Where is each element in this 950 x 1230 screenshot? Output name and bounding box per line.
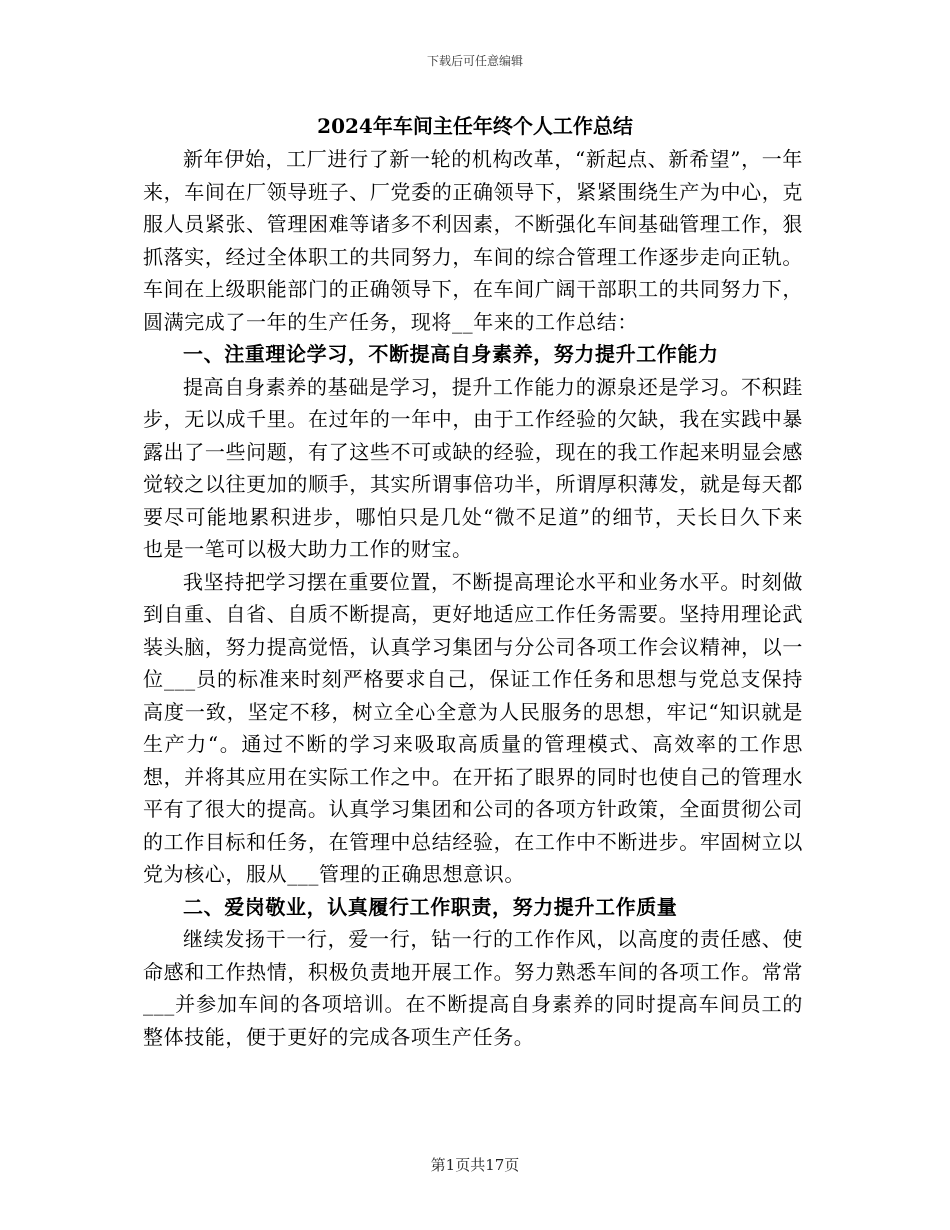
document-title: 2024年车间主任年终个人工作总结 <box>317 114 633 138</box>
section-2-paragraph-1: 继续发扬干一行，爱一行，钻一行的工作作风，以高度的责任感、使命感和工作热情，积极负责地开展工作。努力熟悉车间的各项工作。常常___并参加车间的各项培训。在不断提高自身素养的同时提高车间员工的整体技能，便于更好的完成各项生产任务。 <box>143 927 803 1049</box>
section-2-heading: 二、爱岗敬业，认真履行工作职责，努力提升工作质量 <box>183 894 678 919</box>
document-body <box>143 143 803 1053</box>
section-1-paragraph-2: 我坚持把学习摆在重要位置，不断提高理论水平和业务水平。时刻做到自重、自省、自质不断提高，更好地适应工作任务需要。坚持用理论武装头脑，努力提高觉悟，认真学习集团与分公司各项工作会议精神，以一位___员的标准来时刻严格要求自己，保证工作任务和思想与党总支保持高度一致，坚定不移，树立全心全意为人民服务的思想，牢记“知识就是生产力“。通过不断的学习来吸取高质量的管理模式、高效率的工作思想，并将其应用在实际工作之中。在开拓了眼界的同时也使自己的管理水平有了很大的提高。认真学习集团和公司的各项方针政策，全面贯彻公司的工作目标和任务，在管理中总结经验，在工作中不断进步。牢固树立以党为核心，服从___管理的正确思想意识。 <box>143 569 803 886</box>
section-1-heading: 一、注重理论学习，不断提高自身素养，努力提升工作能力 <box>183 342 719 366</box>
intro-paragraph: 新年伊始，工厂进行了新一轮的机构改革，“新起点、新希望”，一年来，车间在厂领导班子、厂党委的正确领导下，紧紧围绕生产为中心，克服人员紧张、管理困难等诸多不利因素，不断强化车间基础管理工作，狠抓落实，经过全体职工的共同努力，车间的综合管理工作逐步走向正轨。车间在上级职能部门的正确领导下，在车间广阔干部职工的共同努力下，圆满完成了一年的生产任务，现将__年来的工作总结： <box>143 147 803 334</box>
section-1-paragraph-1: 提高自身素养的基础是学习，提升工作能力的源泉还是学习。不积跬步，无以成千里。在过年的一年中，由于工作经验的欠缺，我在实践中暴露出了一些问题，有了这些不可或缺的经验，现在的我工作起来明显会感觉较之以往更加的顺手，其实所谓事倍功半，所谓厚积薄发，就是每天都要尽可能地累积进步，哪怕只是几处“微不足道”的细节，天长日久下来也是一笔可以极大助力工作的财宝。 <box>143 374 803 561</box>
header-note: 下载后可任意编辑 <box>426 54 523 68</box>
page-footer: 第1页共17页 <box>430 1156 520 1174</box>
